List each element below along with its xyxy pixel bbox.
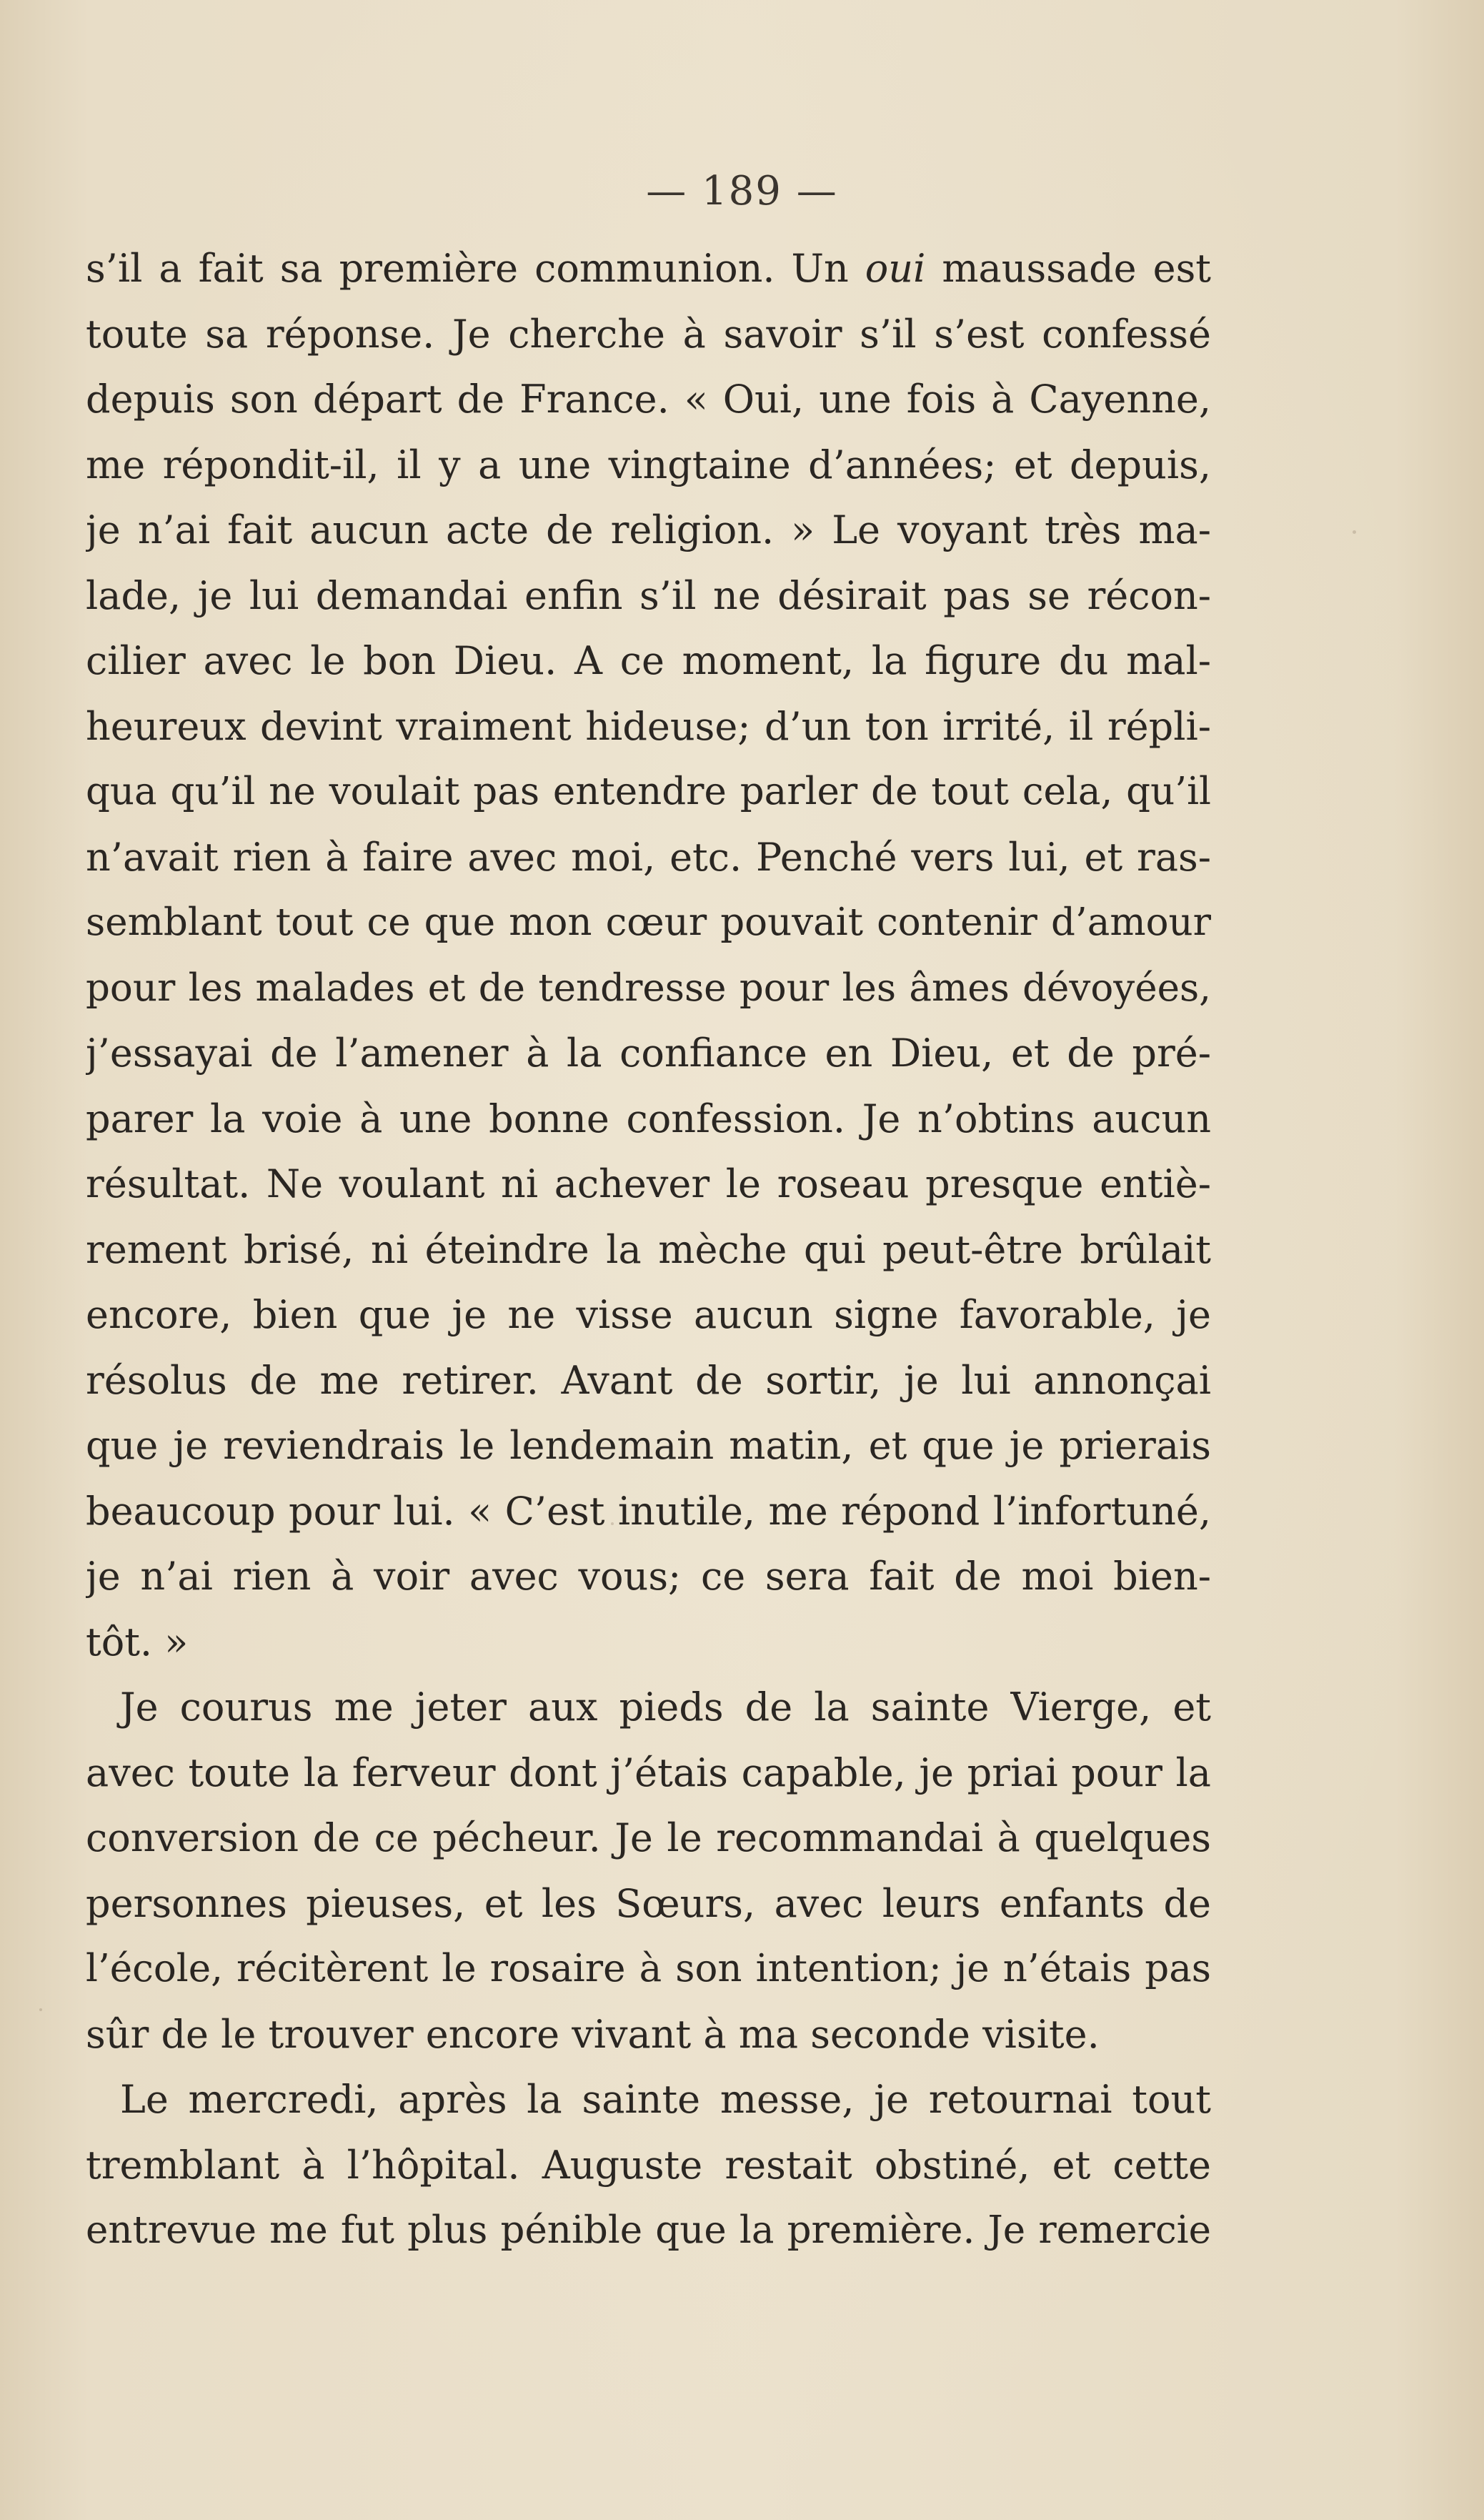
text-line (86, 432, 1211, 498)
text-line (86, 890, 1211, 956)
text-run: beaucoup pour lui. « C’est inutile, me répond l’infortuné, (86, 1488, 1211, 1534)
text-run: sûr de le trouver encore vivant à ma seconde visite. (86, 2011, 1100, 2057)
text-line (86, 2133, 1211, 2198)
text-line (86, 1740, 1211, 1806)
text-line (86, 302, 1211, 367)
text-line (86, 1544, 1211, 1609)
text-run: me répondit-il, il y a une vingtaine d’années; et depuis, (86, 442, 1211, 487)
text-run: entrevue me fut plus pénible que la première. Je remercie (86, 2208, 1211, 2252)
text-line (86, 694, 1211, 760)
paper-speck (1353, 530, 1356, 534)
text-line (86, 1282, 1211, 1348)
text-run: depuis son départ de France. « Oui, une fois à Cayenne, (86, 377, 1211, 422)
text-line (86, 1609, 1211, 1675)
text-run: j’essayai de l’amener à la confiance en Dieu, et de pré- (86, 1031, 1211, 1076)
text-run: semblant tout ce que mon cœur pouvait contenir d’amour (86, 901, 1211, 944)
paper-speck (611, 1522, 614, 1525)
text-line (86, 236, 1211, 302)
text-run: personnes pieuses, et les Sœurs, avec leurs enfants de (86, 1880, 1211, 1926)
text-run: l’école, récitèrent le rosaire à son intention; je n’étais pas (86, 1947, 1211, 1990)
body-text (86, 236, 1211, 2263)
text-line (86, 759, 1211, 825)
text-line (86, 563, 1211, 629)
text-line (86, 1151, 1211, 1217)
text-run: lade, je lui demandai enfin s’il ne désirait pas se récon- (86, 572, 1211, 618)
paper-speck (39, 2008, 42, 2011)
text-line (86, 1348, 1211, 1414)
text-line (86, 628, 1211, 694)
text-line (86, 1675, 1211, 1740)
text-run: je n’ai rien à voir avec vous; ce sera fait de moi bien- (86, 1554, 1211, 1599)
text-line (86, 1936, 1211, 2002)
page-number: — 189 — (646, 168, 838, 214)
text-line (86, 2198, 1211, 2263)
text-run: pour les malades et de tendresse pour les âmes dévoyées, (86, 966, 1211, 1010)
text-run: Je courus me jeter aux pieds de la sainte Vierge, et (120, 1685, 1211, 1730)
text-line (86, 1021, 1211, 1086)
text-run: Le mercredi, après la sainte messe, je retournai tout (120, 2077, 1211, 2122)
text-run: heureux devint vraiment hideuse; d’un ton irrité, il répli- (86, 703, 1211, 749)
italic-word: oui (865, 246, 926, 291)
text-run: résolus de me retirer. Avant de sortir, je lui annonçai (86, 1357, 1211, 1403)
text-run: je n’ai fait aucun acte de religion. » Le voyant très ma- (86, 507, 1211, 552)
text-line (86, 825, 1211, 891)
text-line (86, 1871, 1211, 1937)
text-line (86, 1805, 1211, 1871)
text-line (86, 1217, 1211, 1283)
text-run: avec toute la ferveur dont j’étais capable, je priai pour la (86, 1750, 1211, 1795)
text-run: tôt. » (86, 1619, 189, 1665)
paper-speck (765, 2094, 769, 2098)
text-run: qua qu’il ne voulait pas entendre parler de tout cela, qu’il (86, 770, 1211, 813)
text-run: que je reviendrais le lendemain matin, et que je prierais (86, 1423, 1211, 1468)
text-run: maussade est (925, 246, 1211, 291)
text-run: encore, bien que je ne visse aucun signe favorable, je (86, 1292, 1211, 1337)
text-line (86, 956, 1211, 1021)
text-run: tremblant à l’hôpital. Auguste restait obstiné, et cette (86, 2142, 1211, 2188)
text-run: cilier avec le bon Dieu. A ce moment, la figure du mal- (86, 638, 1211, 683)
text-run: résultat. Ne voulant ni achever le roseau presque entiè- (86, 1161, 1211, 1206)
text-line (86, 1413, 1211, 1479)
text-run: n’avait rien à faire avec moi, etc. Penché vers lui, et ras- (86, 834, 1211, 880)
text-line (86, 2002, 1211, 2068)
text-run: conversion de ce pécheur. Je le recommandai à quelques (86, 1815, 1211, 1860)
text-line (86, 1479, 1211, 1544)
text-run: rement brisé, ni éteindre la mèche qui peut-être brûlait (86, 1226, 1211, 1272)
text-line (86, 2067, 1211, 2133)
text-line (86, 1086, 1211, 1152)
text-run: parer la voie à une bonne confession. Je n’obtins aucun (86, 1096, 1211, 1141)
text-line (86, 497, 1211, 563)
text-run: s’il a fait sa première communion. Un (86, 246, 865, 291)
text-line (86, 367, 1211, 432)
text-run: toute sa réponse. Je cherche à savoir s’il s’est confessé (86, 311, 1211, 357)
